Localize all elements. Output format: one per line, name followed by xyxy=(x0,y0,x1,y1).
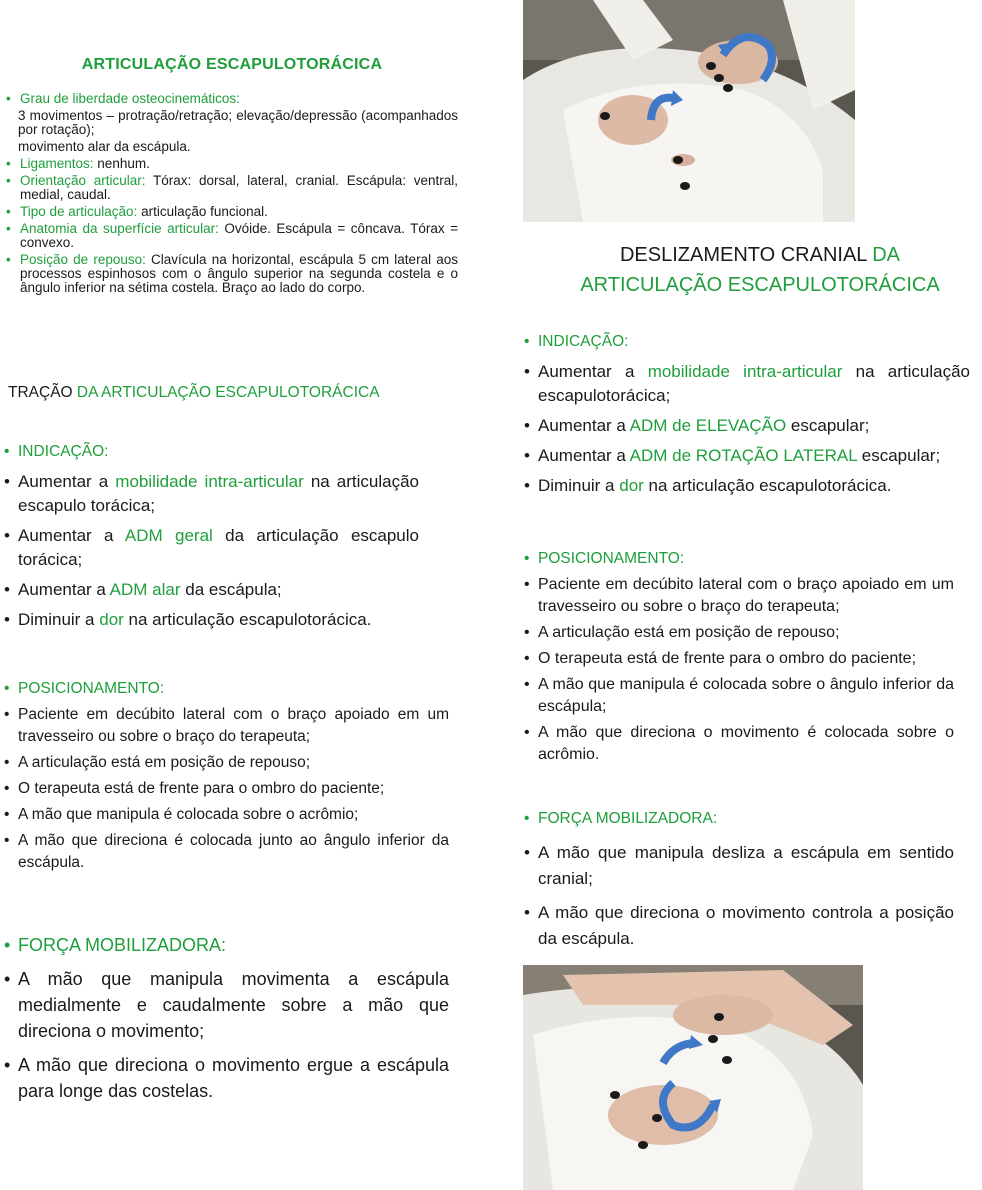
positioning-item: • A mão que manipula é colocada sobre o ângulo inferior da escápula; xyxy=(524,674,954,718)
positioning-item: • O terapeuta está de frente para o ombro do paciente; xyxy=(4,778,449,800)
force-item: • A mão que direciona o movimento ergue a escápula para longe das costelas. xyxy=(4,1052,449,1104)
indication-label: • INDICAÇÃO: xyxy=(524,330,970,354)
traction-force xyxy=(4,932,449,1112)
summary-item: • Anatomia da superfície articular: Ovóide. Escápula = côncava. Tórax = convexo. xyxy=(6,222,458,250)
glide-force xyxy=(524,806,954,960)
indication-item: • Diminuir a dor na articulação escapulotorácica. xyxy=(524,474,970,498)
summary-item: • Grau de liberdade osteocinemáticos: xyxy=(6,92,458,106)
summary-item: • Posição de repouso: Clavícula na horizontal, escápula 5 cm lateral aos processos espinhosos com o ângulo superior na segunda costela e o ângulo inferior na sétima costela. Braço ao lado do corpo. xyxy=(6,253,458,295)
summary-text: movimento alar da escápula. xyxy=(18,139,191,154)
traction-illustration xyxy=(523,0,855,222)
positioning-label: • POSICIONAMENTO: xyxy=(4,678,449,700)
summary-title: ARTICULAÇÃO ESCAPULOTORÁCICA xyxy=(81,56,383,73)
indication-label: • INDICAÇÃO: xyxy=(4,440,419,464)
positioning-item: • Paciente em decúbito lateral com o braço apoiado em um travesseiro ou sobre o braço do terapeuta; xyxy=(4,704,449,748)
indication-item: • Aumentar a mobilidade intra-articular na articulação escapulotorácica; xyxy=(524,360,970,408)
force-label: • FORÇA MOBILIZADORA: xyxy=(4,932,449,958)
positioning-label: • POSICIONAMENTO: xyxy=(524,548,954,570)
indication-item: • Diminuir a dor na articulação escapulotorácica. xyxy=(4,608,419,632)
cranial-glide-title: DESLIZAMENTO CRANIAL DA ARTICULAÇÃO ESCAPULOTORÁCICA xyxy=(580,244,940,296)
force-item: • A mão que direciona o movimento controla a posição da escápula. xyxy=(524,900,954,952)
positioning-item: • A mão que direciona é colocada junto ao ângulo inferior da escápula. xyxy=(4,830,449,874)
summary-item: • Orientação articular: Tórax: dorsal, lateral, cranial. Escápula: ventral, medial, caudal. xyxy=(6,174,458,202)
glide-positioning xyxy=(524,548,954,770)
photo-traction xyxy=(523,0,855,222)
summary-text: 3 movimentos – protração/retração; elevação/depressão (acompanhados por rotação); xyxy=(18,108,458,137)
indication-item: • Aumentar a ADM alar da escápula; xyxy=(4,578,419,602)
force-item: • A mão que manipula desliza a escápula em sentido cranial; xyxy=(524,840,954,892)
summary-list xyxy=(6,92,458,295)
summary-item: • Tipo de articulação: articulação funcional. xyxy=(6,205,458,219)
positioning-item: • O terapeuta está de frente para o ombro do paciente; xyxy=(524,648,954,670)
indication-item: • Aumentar a ADM de ELEVAÇÃO escapular; xyxy=(524,414,970,438)
force-item: • A mão que manipula movimenta a escápula medialmente e caudalmente sobre a mão que direciona o movimento; xyxy=(4,966,449,1044)
indication-item: • Aumentar a ADM geral da articulação escapulo torácica; xyxy=(4,524,419,572)
traction-indication xyxy=(4,440,419,638)
cranial-glide-illustration xyxy=(523,965,863,1190)
indication-item: • Aumentar a ADM de ROTAÇÃO LATERAL escapular; xyxy=(524,444,970,468)
positioning-item: • A articulação está em posição de repouso; xyxy=(524,622,954,644)
positioning-item: • A mão que direciona o movimento é colocada sobre o acrômio. xyxy=(524,722,954,766)
summary-item: • Ligamentos: nenhum. xyxy=(6,157,458,171)
positioning-item: • A articulação está em posição de repouso; xyxy=(4,752,449,774)
traction-title: TRAÇÃO DA ARTICULAÇÃO ESCAPULOTORÁCICA xyxy=(8,384,380,401)
summary-section xyxy=(6,58,458,298)
photo-cranial-glide xyxy=(523,965,863,1190)
glide-indication xyxy=(524,330,970,504)
traction-positioning xyxy=(4,678,449,878)
indication-item: • Aumentar a mobilidade intra-articular na articulação escapulo torácica; xyxy=(4,470,419,518)
positioning-item: • A mão que manipula é colocada sobre o acrômio; xyxy=(4,804,449,826)
positioning-item: • Paciente em decúbito lateral com o braço apoiado em um travesseiro ou sobre o braço do terapeuta; xyxy=(524,574,954,618)
force-label: • FORÇA MOBILIZADORA: xyxy=(524,806,954,832)
